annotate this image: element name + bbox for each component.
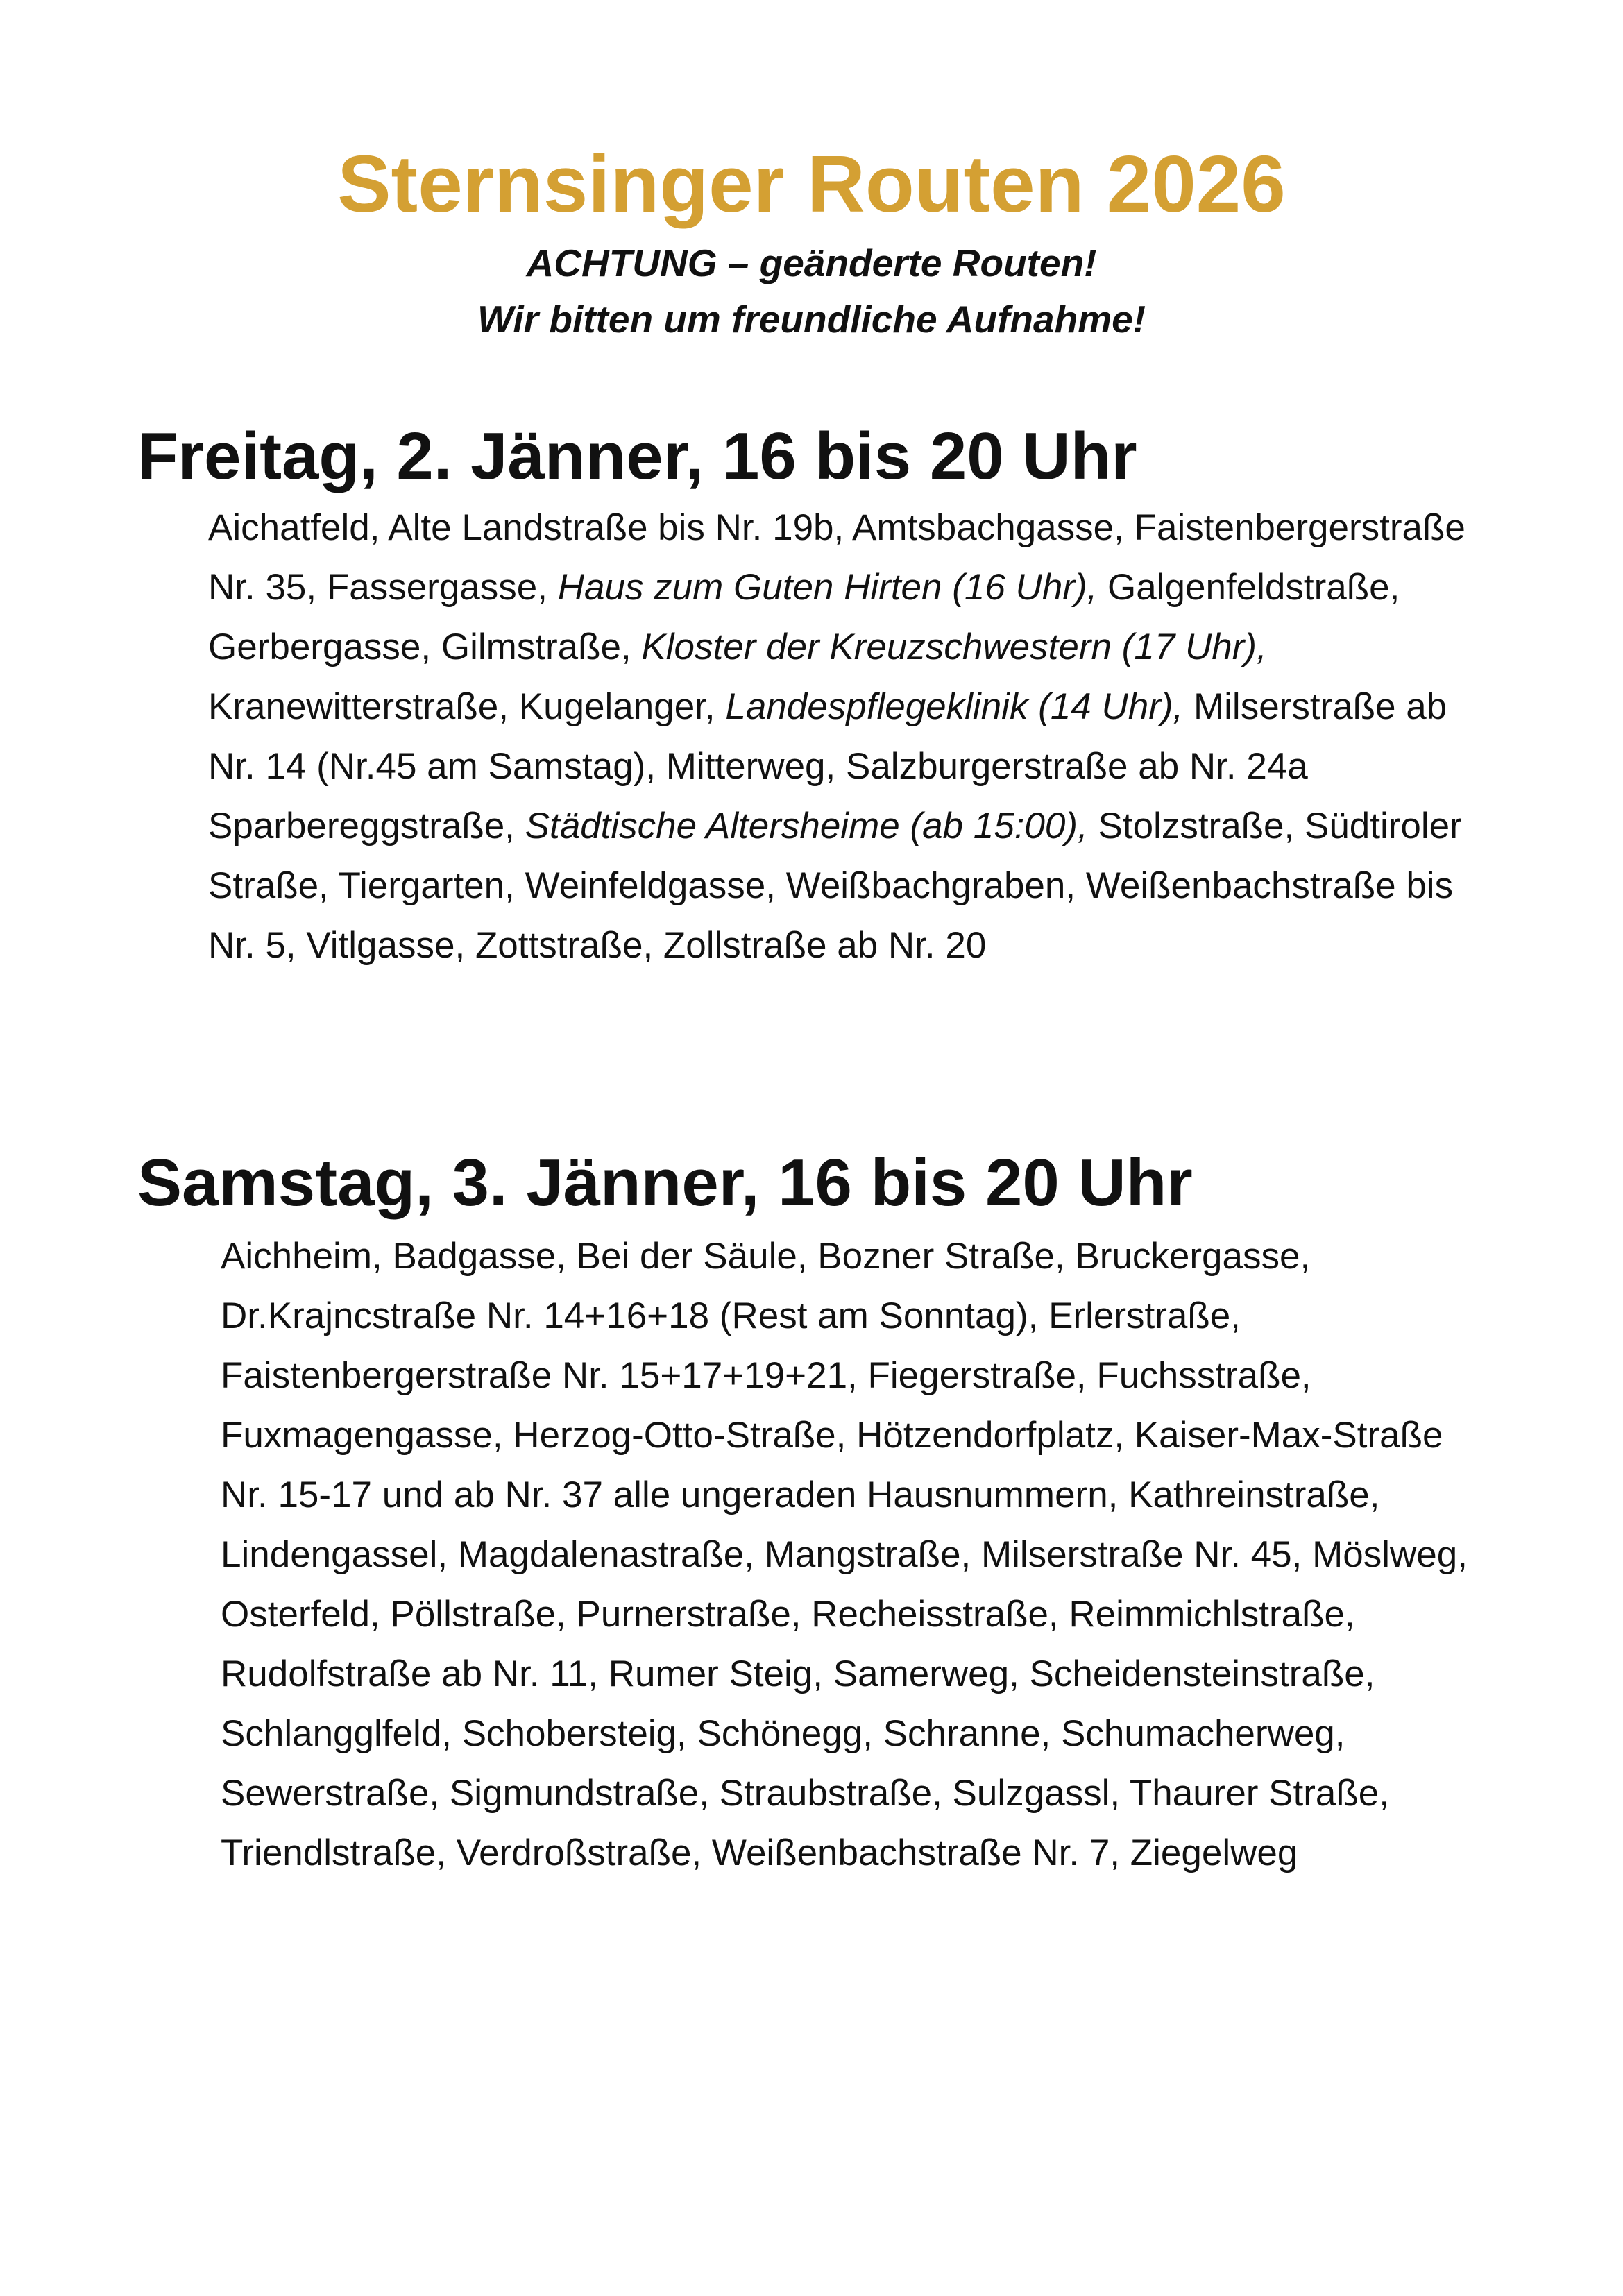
street-item: Fassergasse, <box>326 567 558 608</box>
street-item: Kranewitterstraße, <box>208 686 519 727</box>
street-item: Schumacherweg, <box>1061 1713 1345 1754</box>
street-item: Zollstraße ab Nr. 20 <box>663 925 987 966</box>
street-item: Samerweg, <box>833 1653 1030 1694</box>
street-item: Mangstraße, <box>764 1534 981 1575</box>
street-list-saturday <box>221 1227 1497 1883</box>
street-item: Gilmstraße, <box>441 627 642 667</box>
street-item: Südtiroler Straße, <box>208 806 1462 906</box>
street-item: Milserstraße Nr. 45, <box>980 1534 1313 1575</box>
street-item: Dr.Krajncstraße Nr. 14+16+18 (Rest am Sonntag), <box>221 1295 1049 1336</box>
street-item: Schlangglfeld, <box>221 1713 462 1754</box>
street-item: Bruckergasse, <box>1075 1236 1311 1277</box>
street-item: Faistenbergerstraße Nr. 35, <box>208 507 1465 608</box>
street-item: Tiergarten, <box>338 865 525 906</box>
street-item: Aichatfeld, <box>208 507 389 548</box>
street-item: Schranne, <box>883 1713 1062 1754</box>
street-item: Sparbereggstraße, <box>208 806 525 847</box>
street-item: Weinfeldgasse, <box>525 865 786 906</box>
street-item: Landespflegeklinik (14 Uhr), <box>725 686 1184 727</box>
street-item: Ziegelweg <box>1130 1832 1298 1873</box>
street-item: Weißenbachstraße bis Nr. 5, <box>208 865 1454 966</box>
notice-changed-routes: ACHTUNG – geänderte Routen! <box>526 241 1097 284</box>
street-item: Scheidensteinstraße, <box>1029 1653 1375 1694</box>
street-item: Herzog-Otto-Straße, <box>513 1415 857 1456</box>
street-item: Zottstraße, <box>475 925 663 966</box>
day-heading-friday: Freitag, 2. Jänner, 16 bis 20 Uhr <box>137 419 1137 493</box>
street-item: Vitlgasse, <box>306 925 475 966</box>
street-item: Magdalenastraße, <box>457 1534 765 1575</box>
street-item: Städtische Altersheime (ab 15:00), <box>525 806 1088 847</box>
street-item: Weißenbachstraße Nr. 7, <box>711 1832 1130 1873</box>
street-item: Schönegg, <box>697 1713 883 1754</box>
street-item: Fuchsstraße, <box>1096 1355 1311 1396</box>
street-item: Fiegerstraße, <box>867 1355 1097 1396</box>
street-item: Rudolfstraße ab Nr. 11, <box>221 1653 609 1694</box>
street-item: Rumer Steig, <box>608 1653 833 1694</box>
street-item: Sigmundstraße, <box>449 1773 720 1814</box>
street-item: Bei der Säule, <box>576 1236 818 1277</box>
street-item: Stolzstraße, <box>1087 806 1305 847</box>
street-item: Alte Landstraße bis Nr. 19b, <box>388 507 853 548</box>
day-heading-saturday: Samstag, 3. Jänner, 16 bis 20 Uhr <box>137 1146 1193 1220</box>
street-item: Kloster der Kreuzschwestern (17 Uhr), <box>641 627 1267 667</box>
street-item: Kathreinstraße, <box>1128 1474 1380 1515</box>
street-item: Purnerstraße, <box>576 1594 812 1635</box>
street-item: Weißbachgraben, <box>785 865 1086 906</box>
street-item: Straubstraße, <box>719 1773 953 1814</box>
page-title: Sternsinger Routen 2026 <box>337 139 1286 229</box>
street-item: Hötzendorfplatz, <box>856 1415 1135 1456</box>
street-item: Gerbergasse, <box>208 627 441 667</box>
street-item: Thaurer Straße, <box>1129 1773 1389 1814</box>
street-item: Kugelanger, <box>518 686 726 727</box>
street-item: Fuxmagengasse, <box>221 1415 513 1456</box>
street-item: Lindengassel, <box>221 1534 458 1575</box>
street-item: Schobersteig, <box>461 1713 697 1754</box>
street-item: Erlerstraße, <box>1048 1295 1241 1336</box>
street-item: Möslweg, <box>1312 1534 1468 1575</box>
street-item: Triendlstraße, <box>221 1832 457 1873</box>
notice-welcome-request: Wir bitten um freundliche Aufnahme! <box>477 298 1146 341</box>
street-item: Badgasse, <box>392 1236 577 1277</box>
street-item: Faistenbergerstraße Nr. 15+17+19+21, <box>221 1355 868 1396</box>
street-item: Amtsbachgasse, <box>852 507 1135 548</box>
street-item: Haus zum Guten Hirten (16 Uhr), <box>557 567 1098 608</box>
street-item: Salzburgerstraße ab Nr. 24a <box>845 746 1308 787</box>
street-item: Pöllstraße, <box>390 1594 577 1635</box>
street-item: Osterfeld, <box>221 1594 391 1635</box>
street-item: Galgenfeldstraße, <box>1097 567 1400 608</box>
street-item: Sewerstraße, <box>221 1773 450 1814</box>
street-item: Kaiser-Max-Straße Nr. 15-17 und ab Nr. 37 alle ungeraden Hausnummern, <box>221 1415 1443 1515</box>
street-item: Reimmichlstraße, <box>1069 1594 1355 1635</box>
street-item: Milserstraße ab Nr. 14 (Nr.45 am Samstag), <box>208 686 1447 787</box>
street-list-friday <box>208 498 1499 976</box>
street-item: Sulzgassl, <box>952 1773 1130 1814</box>
street-item: Bozner Straße, <box>817 1236 1076 1277</box>
street-item: Recheisstraße, <box>811 1594 1069 1635</box>
street-item: Aichheim, <box>221 1236 393 1277</box>
street-item: Mitterweg, <box>665 746 846 787</box>
street-item: Verdroßstraße, <box>456 1832 712 1873</box>
